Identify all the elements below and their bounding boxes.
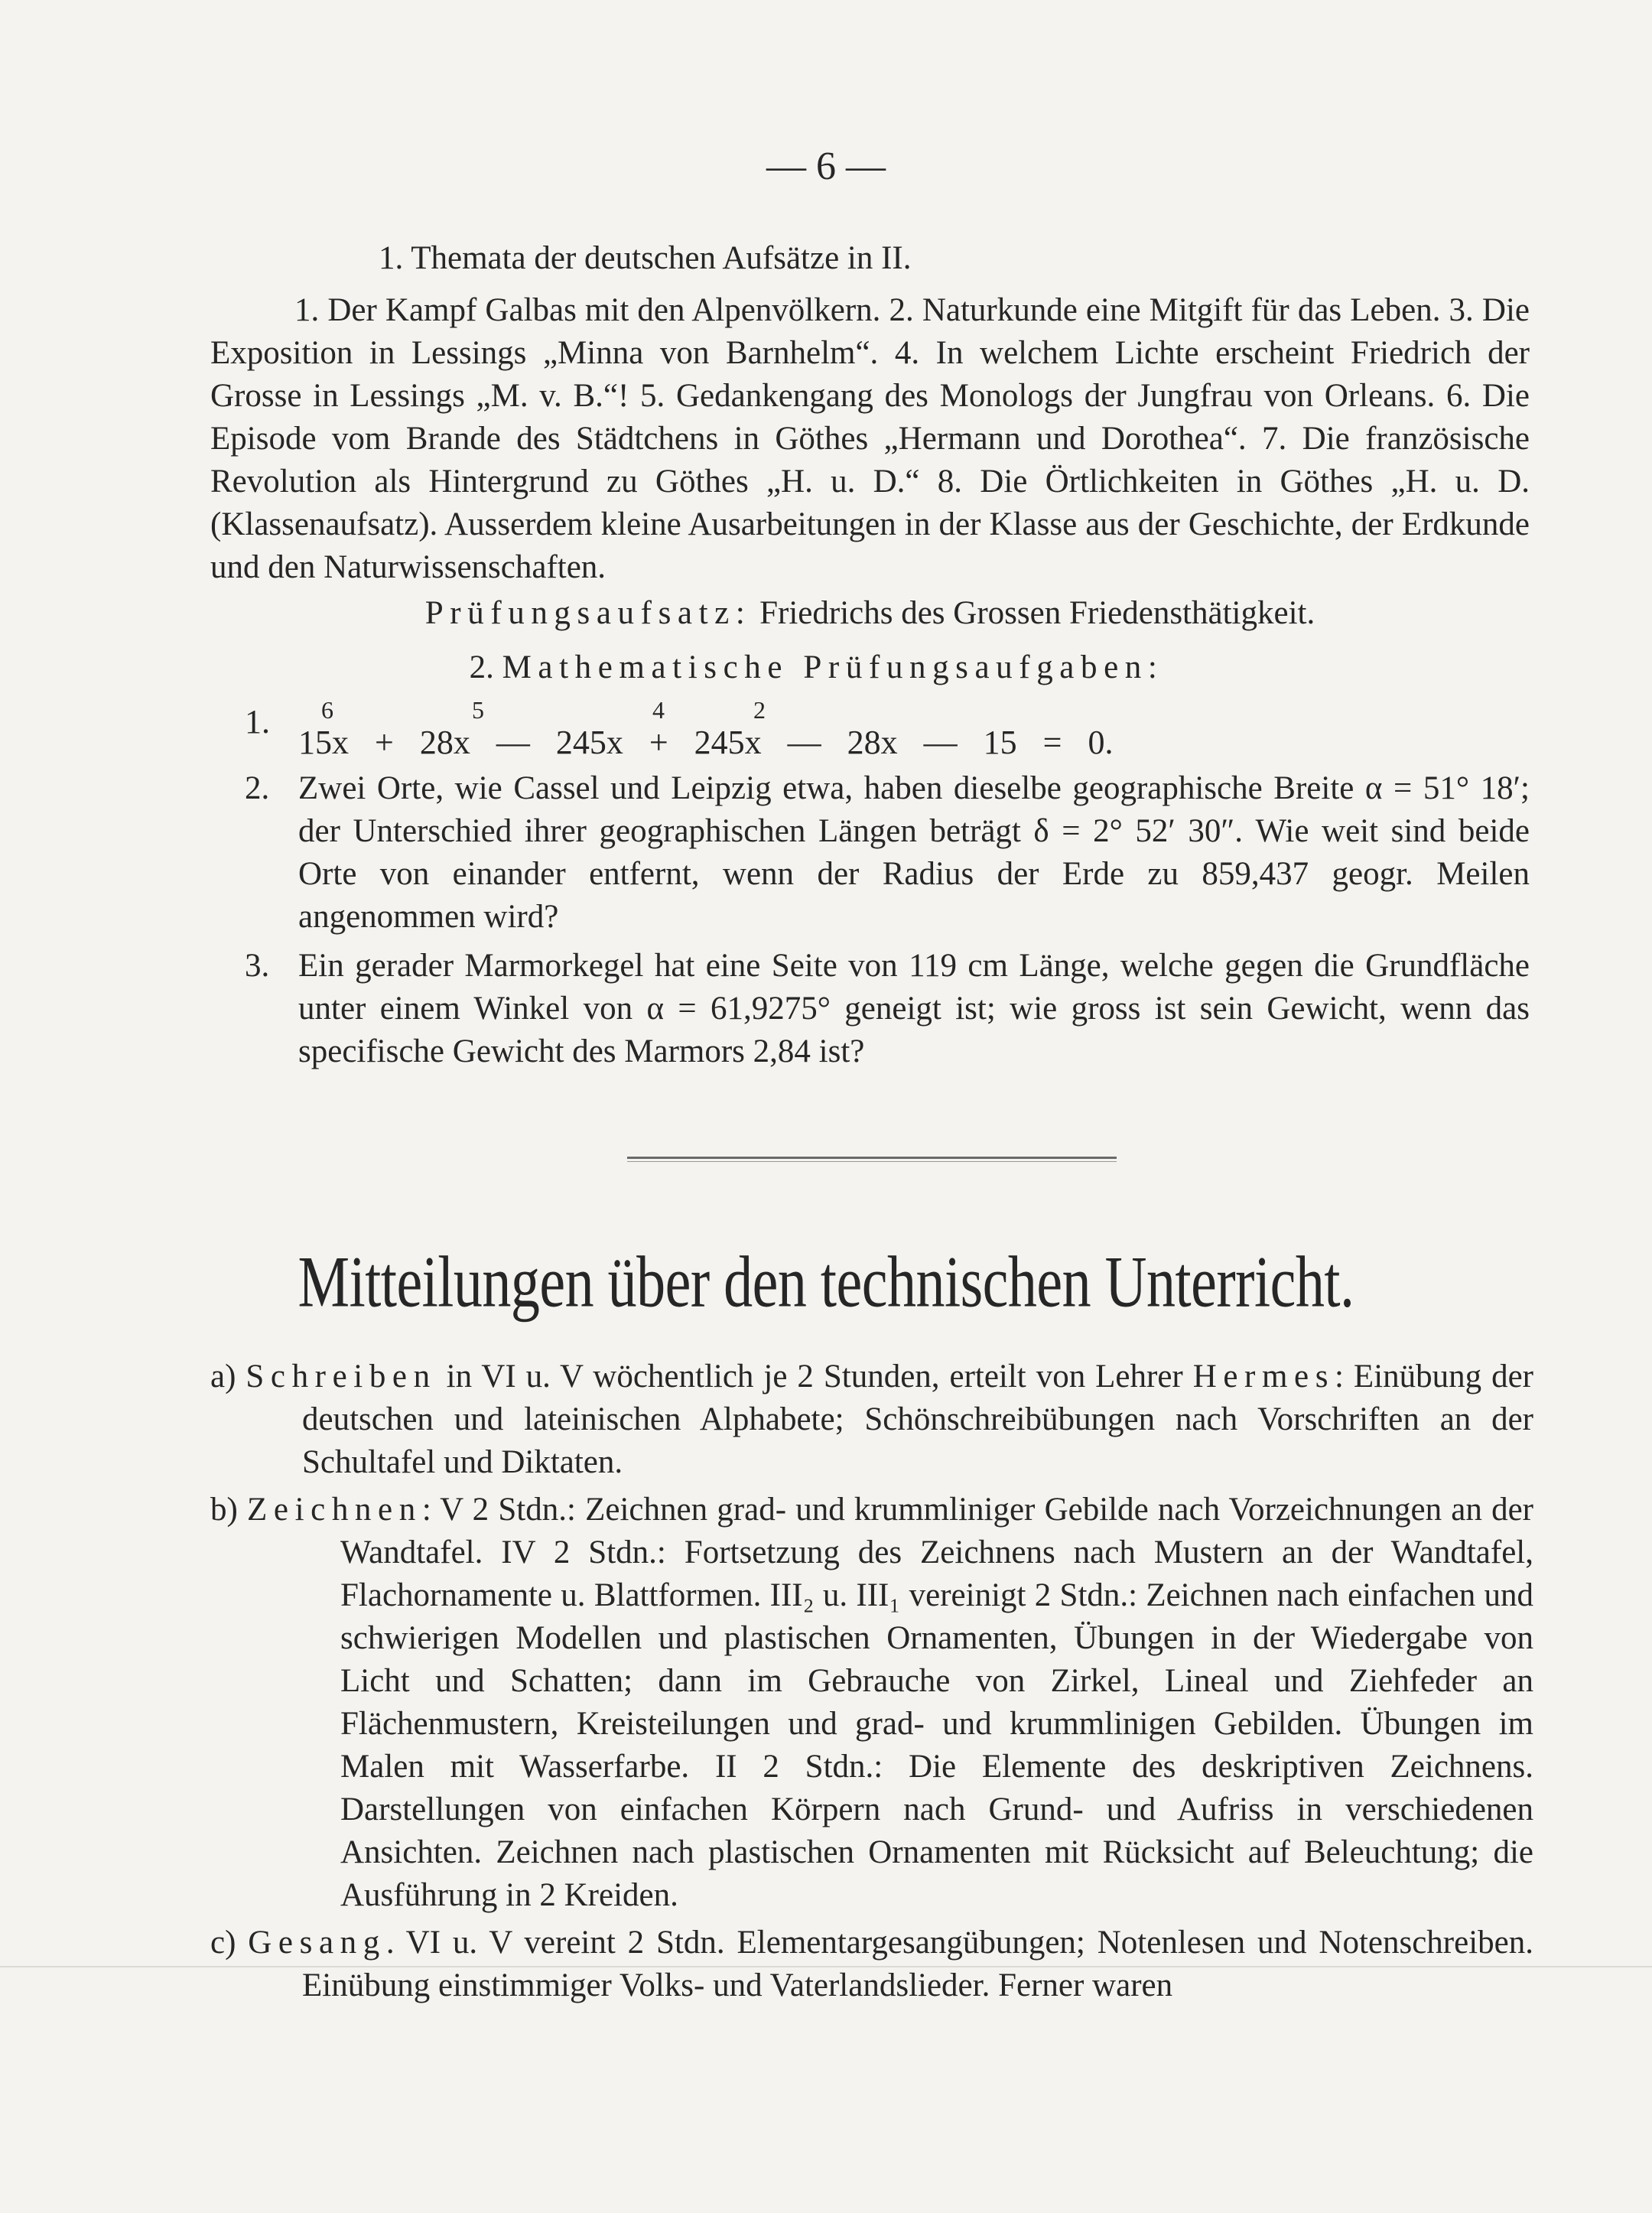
tech-item-a-teacher: Hermes (1192, 1359, 1335, 1395)
tech-instruction-heading: Mitteilungen über den technischen Unterricht. (298, 1242, 1354, 1323)
task-1-exponent-1: 6 (321, 696, 333, 724)
tech-item-b-term: Zeichnen (247, 1492, 422, 1528)
tech-item-b-label: b) (210, 1492, 238, 1528)
essay-topics-section (210, 237, 1530, 635)
math-heading-num: 2. (469, 649, 494, 685)
task-1-equation: 15x + 28x — 245x + 245x — 28x — 15 = 0. (298, 724, 1114, 761)
math-tasks-section (210, 646, 1530, 689)
tech-item-a-label: a) (210, 1359, 236, 1395)
exam-essay-text: Friedrichs des Grossen Friedensthätigkeit. (759, 595, 1315, 631)
math-heading-text: Mathematische Prüfungsaufgaben: (502, 649, 1164, 685)
math-task-2 (245, 767, 1530, 939)
task-1-exponent-3: 4 (652, 696, 665, 724)
tech-item-c-label: c) (210, 1925, 236, 1961)
section-divider (627, 1157, 1117, 1159)
tech-item-c-term: Gesang (248, 1925, 386, 1961)
task-3-text: Ein gerader Marmorkegel hat eine Seite von 119 cm Länge, welche gegen die Grundfläche unter einem Winkel von α = 61,9275° geneigt ist; wie gross ist sein Gewicht, wenn das specifische Gewicht des Marmors 2,84 ist? (298, 948, 1530, 1069)
tech-item-a-text-2: : Einübung der deutschen und lateinischen Alphabete; Schönschreibübungen nach Vorschriften an der Schultafel und Diktaten. (302, 1359, 1534, 1480)
tech-item-b-text: : V 2 Stdn.: Zeichnen grad- und krummliniger Gebilde nach Vorzeichnungen an der Wandtafel. IV 2 Stdn.: Fortsetzung des Zeichnens nach Mustern an der Wandtafel, Flachornamente u. Blattformen. III₂ u. III₁ vereinigt 2 Stdn.: Zeichnen nach einfachen und schwierigen Modellen und plastischen Ornamenten, Übungen in der Wiedergabe von Licht und Schatten; dann im Gebrauche von Zirkel, Lineal und Ziehfeder an Flächenmustern, Kreisteilungen und grad- und krummlinigen Gebilden. Übungen im Malen mit Wasserfarbe. II 2 Stdn.: Die Elemente des deskriptiven Zeichnens. Darstellungen von einfachen Körpern nach Grund- und Aufriss in verschiedenen Ansichten. Zeichnen nach plastischen Ornamenten mit Rücksicht auf Beleuchtung; die Ausführung in 2 Kreiden. (340, 1492, 1533, 1913)
essay-topics-body: 1. Der Kampf Galbas mit den Alpenvölkern. 2. Naturkunde eine Mitgift für das Leben. 3. Die Exposition in Lessings „Minna von Barnhelm“. 4. In welchem Lichte erscheint Friedrich der Grosse in Lessings „M. v. B.“! 5. Gedankengang des Monologs der Jungfrau von Orleans. 6. Die Episode vom Brande des Städtchens in Göthes „Hermann und Dorothea“. 7. Die französische Revolution als Hintergrund zu Göthes „H. u. D.“ 8. Die Örtlichkeiten in Göthes „H. u. D. (Klassenaufsatz). Ausserdem kleine Ausarbeitungen in der Klasse aus der Geschichte, der Erdkunde und den Naturwissenschaften. (210, 292, 1530, 585)
task-1-exponent-2: 5 (472, 696, 484, 724)
tech-item-b (210, 1489, 1533, 1917)
math-task-3 (245, 945, 1530, 1073)
exam-essay-line (210, 592, 1530, 635)
task-3-number: 3. (245, 948, 270, 984)
tech-instruction-section (210, 1355, 1533, 2007)
math-tasks-heading (103, 646, 1530, 689)
task-1-number: 1. (245, 703, 270, 740)
tech-item-a (210, 1355, 1533, 1484)
scan-fold-line (0, 1966, 1652, 1967)
page-number: — 6 — (766, 145, 886, 188)
essay-topics-heading: 1. Themata der deutschen Aufsätze in II. (379, 240, 912, 276)
task-2-text: Zwei Orte, wie Cassel und Leipzig etwa, haben dieselbe geographische Breite α = 51° 18′; der Unterschied ihrer geographischen Längen beträgt δ = 2° 52′ 30″. Wie weit sind beide Orte von einander entfernt, wenn der Radius der Erde zu 859,437 geogr. Meilen angenommen wird? (298, 770, 1530, 935)
math-tasks-2-3 (245, 767, 1530, 1073)
tech-item-a-text-1: in VI u. V wöchentlich je 2 Stunden, erteilt von Lehrer (436, 1359, 1193, 1395)
tech-item-c-text: . VI u. V vereint 2 Stdn. Elementargesangübungen; Notenlesen und Notenschreiben. Einübung einstimmiger Volks- und Vaterlandslieder. Ferner waren (302, 1925, 1533, 2003)
section-divider-thin (627, 1161, 1117, 1162)
tech-item-a-term: Schreiben (246, 1359, 437, 1395)
task-1-exponent-4: 2 (753, 696, 766, 724)
tech-item-c (210, 1922, 1533, 2007)
exam-essay-label: Prüfungsaufsatz: (424, 595, 752, 631)
task-2-number: 2. (245, 770, 270, 806)
